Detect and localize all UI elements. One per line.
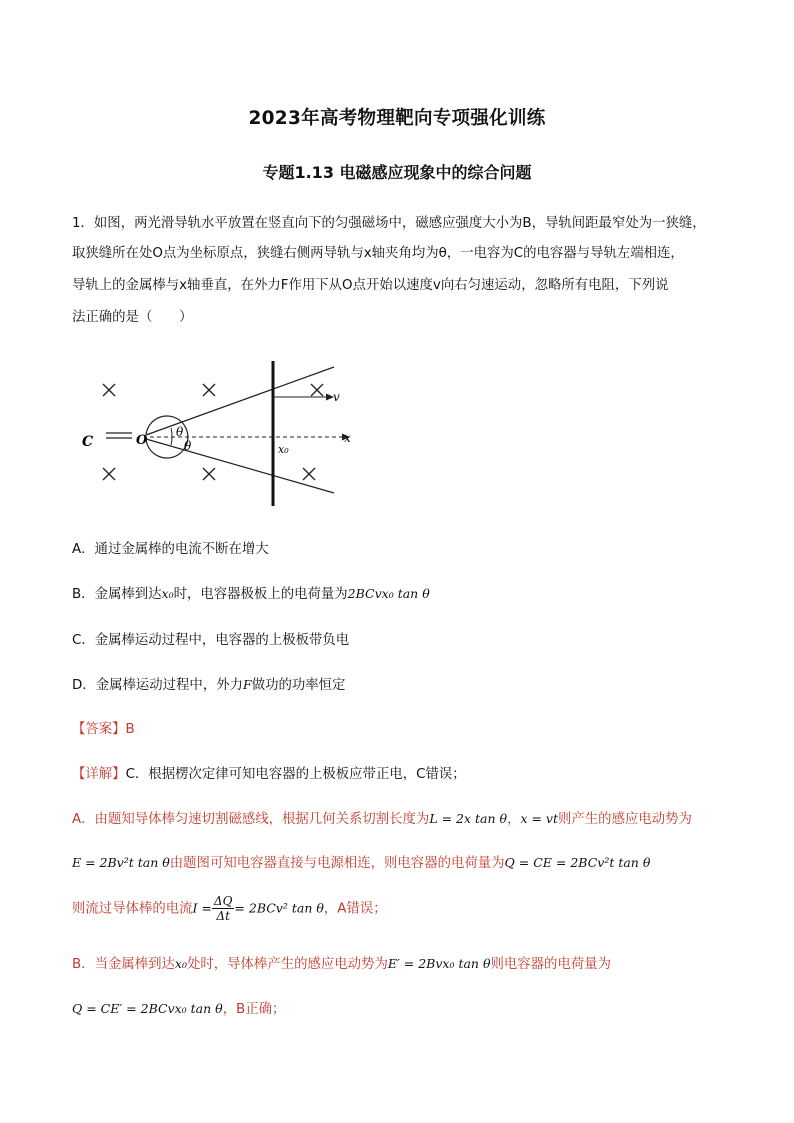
option-d-prefix: D．金属棒运动过程中，外力	[72, 678, 243, 693]
cross-icon	[203, 468, 215, 480]
capacitor-label: C	[82, 434, 94, 450]
detail-a-sep: ，	[507, 812, 521, 827]
formula-emf-b: E′ = 2Bvx₀ tan θ	[387, 956, 491, 971]
detail-i-line	[72, 894, 387, 923]
detail-b-text1: B．当金属棒到达	[72, 957, 175, 972]
rails	[146, 367, 334, 493]
question-stem-line-4: 法正确的是（ ）	[72, 310, 193, 325]
lower-rail	[146, 439, 334, 493]
cross-icon	[103, 468, 115, 480]
option-b-formula: 2BCvx₀ tan θ	[347, 586, 430, 601]
detail-b-text3: 则电容器的电荷量为	[490, 957, 612, 972]
detail-b-end: ，B正确；	[222, 1002, 286, 1017]
option-b	[72, 583, 430, 602]
fraction-numerator: ΔQ	[213, 894, 233, 908]
detail-bq-line	[72, 998, 285, 1017]
theta-label-lower: θ	[184, 439, 192, 453]
angle-arc-lower	[171, 437, 172, 445]
formula-emf: E = 2Bv²t tan θ	[72, 855, 170, 870]
detail-b-line	[72, 953, 611, 972]
formula-charge: Q = CE = 2BCv²t tan θ	[504, 855, 651, 870]
formula-i-lhs: I =	[192, 900, 212, 916]
formula-displacement: x = vt	[520, 811, 559, 826]
cross-icon	[103, 384, 115, 396]
detail-i-text: 则流过导体棒的电流	[72, 901, 193, 917]
option-b-var: x₀	[161, 586, 174, 601]
option-b-prefix: B．金属棒到达	[72, 587, 162, 602]
formula-i-rhs: = 2BCv² tan θ	[234, 900, 324, 916]
detail-c-text: C．根据楞次定律可知电容器的上极板应带正电，C错误；	[125, 767, 466, 782]
upper-rail	[146, 367, 334, 435]
answer-label: 【答案】B	[72, 722, 135, 737]
rail-diagram	[72, 355, 372, 515]
section-subtitle: 专题1.13 电磁感应现象中的综合问题	[262, 163, 532, 182]
detail-c-line	[72, 763, 466, 782]
option-b-mid: 时，电容器极板上的电荷量为	[173, 587, 348, 602]
formula-charge-b: Q = CE′ = 2BCvx₀ tan θ	[72, 1001, 223, 1016]
cross-icon	[311, 384, 323, 396]
x0-label: x₀	[278, 443, 289, 456]
option-d-suffix: 做功的功率恒定	[251, 678, 346, 693]
document-title: 2023年高考物理靶向专项强化训练	[248, 108, 546, 129]
formula-length: L = 2x tan θ	[429, 811, 508, 826]
detail-i-end: ，A错误；	[323, 901, 387, 917]
x-axis-label: x	[344, 431, 351, 445]
cross-icon	[303, 468, 315, 480]
fraction-denominator: Δt	[216, 909, 230, 923]
angle-arc-upper	[171, 428, 172, 437]
option-c: C．金属棒运动过程中，电容器的上极板带负电	[72, 633, 350, 648]
detail-a-line	[72, 808, 692, 827]
detail-e-text: 由题图可知电容器直接与电源相连，则电容器的电荷量为	[169, 856, 505, 871]
detail-e-line	[72, 852, 650, 871]
question-number: 1．	[72, 216, 94, 231]
theta-label-upper: θ	[176, 425, 184, 439]
option-a: A．通过金属棒的电流不断在增大	[72, 542, 269, 557]
question-stem-line-2: 取狭缝所在处O点为坐标原点，狭缝右侧两导轨与x轴夹角均为θ，一电容为C的电容器与导轨左端相连，	[72, 246, 684, 261]
detail-b-text2: 处时，导体棒产生的感应电动势为	[186, 957, 388, 972]
detail-a-text2: 则产生的感应电动势为	[558, 812, 692, 827]
formula-fraction	[212, 894, 235, 923]
cross-icon	[203, 384, 215, 396]
question-stem-line-3: 导轨上的金属棒与x轴垂直，在外力F作用下从O点开始以速度v向右匀速运动，忽略所有电阻，下列说	[72, 278, 669, 293]
capacitor-icon	[106, 427, 138, 438]
question-stem-line-1	[72, 212, 706, 231]
option-d	[72, 674, 345, 693]
detail-a-text1: A．由题知导体棒匀速切割磁感线，根据几何关系切割长度为	[72, 812, 430, 827]
origin-label: O	[136, 433, 148, 448]
detail-label: 【详解】	[72, 767, 126, 782]
velocity-label: v	[333, 390, 340, 404]
option-d-var: F	[243, 677, 252, 692]
detail-b-var: x₀	[174, 956, 187, 971]
stem-text-1: 如图，两光滑导轨水平放置在竖直向下的匀强磁场中，磁感应强度大小为B，导轨间距最窄处为一狭缝，	[93, 216, 706, 231]
